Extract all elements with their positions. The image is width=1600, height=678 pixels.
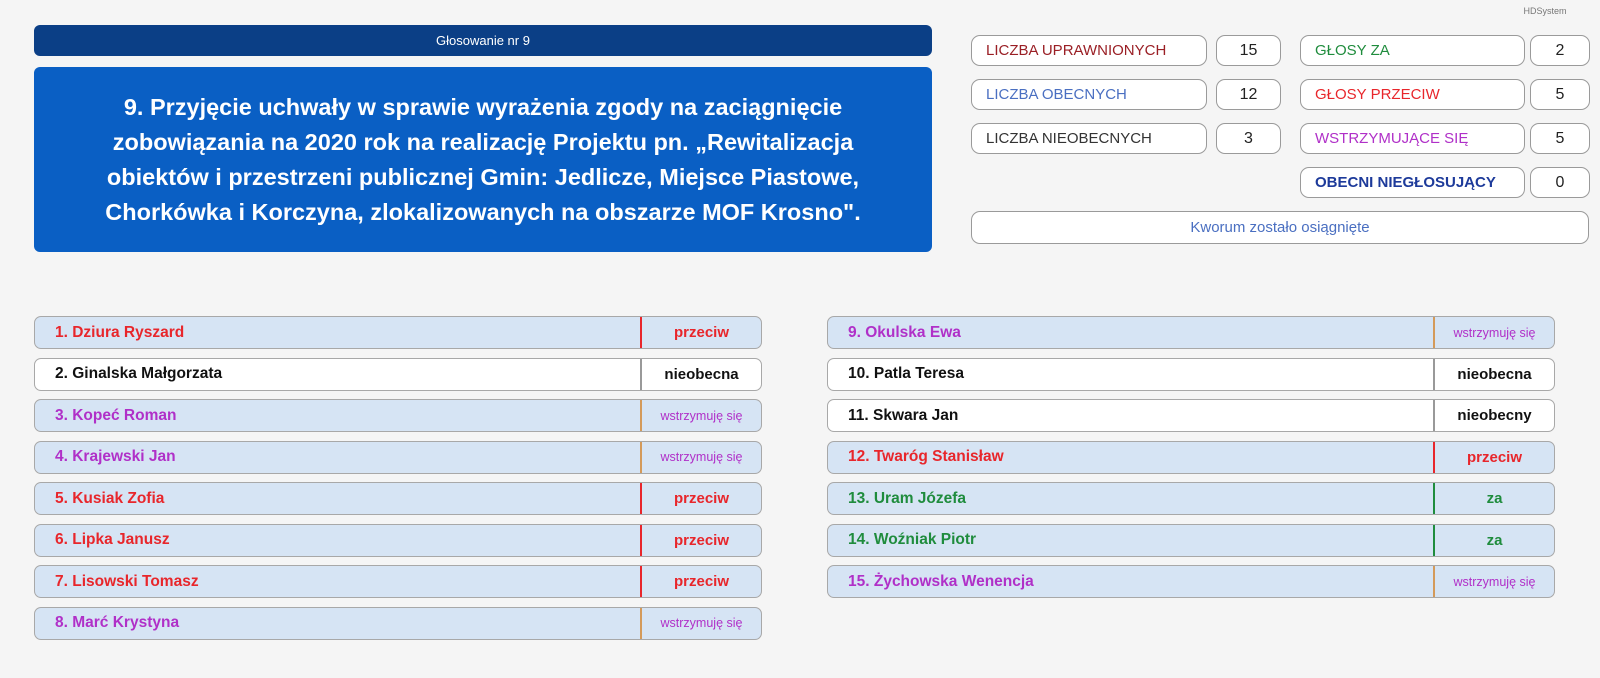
stat-value-obecnych: 12 <box>1216 79 1281 110</box>
member-row <box>827 524 1555 557</box>
member-name: 7. Lisowski Tomasz <box>55 572 199 590</box>
member-vote: przeciw <box>640 566 761 597</box>
member-row <box>34 482 762 515</box>
member-vote: za <box>1433 483 1554 514</box>
member-row <box>827 482 1555 515</box>
member-name: 10. Patla Teresa <box>848 365 965 382</box>
member-name: 8. Marć Krystyna <box>55 614 180 631</box>
member-name: 2. Ginalska Małgorzata <box>55 365 223 382</box>
stat-value-za: 2 <box>1530 35 1590 66</box>
stat-label-niegłosujacy: OBECNI NIEGŁOSUJĄCY <box>1300 167 1525 198</box>
members-list-left <box>34 316 762 648</box>
member-vote: wstrzymuję się <box>640 400 761 431</box>
stat-label-obecnych: LICZBA OBECNYCH <box>971 79 1207 110</box>
member-vote: nieobecny <box>1433 400 1554 431</box>
member-vote: wstrzymuję się <box>1433 566 1554 597</box>
stat-value-przeciw: 5 <box>1530 79 1590 110</box>
stat-label-wstrzymujace: WSTRZYMUJĄCE SIĘ <box>1300 123 1525 154</box>
resolution-topic: 9. Przyjęcie uchwały w sprawie wyrażenia zgody na zaciągnięcie zobowiązania na 2020 rok na realizację Projektu pn. „Rewitalizacja obiektów i przestrzeni publicznej Gmin: Jedlicze, Miejsce Piastowe, Chorkówka i Korczyna, zlokalizowanych na obszarze MOF Krosno". <box>34 67 932 252</box>
member-name: 11. Skwara Jan <box>848 406 959 424</box>
stat-label-uprawnionych: LICZBA UPRAWNIONYCH <box>971 35 1207 66</box>
member-row <box>827 316 1555 349</box>
stat-value-uprawnionych: 15 <box>1216 35 1281 66</box>
stat-value-wstrzymujace: 5 <box>1530 123 1590 154</box>
member-vote: przeciw <box>640 483 761 514</box>
stat-label-za: GŁOSY ZA <box>1300 35 1525 66</box>
stat-label-przeciw: GŁOSY PRZECIW <box>1300 79 1525 110</box>
member-row <box>34 524 762 557</box>
member-vote: wstrzymuję się <box>1433 317 1554 348</box>
member-row <box>827 399 1555 432</box>
member-row <box>827 441 1555 474</box>
member-name: 6. Lipka Janusz <box>55 531 170 548</box>
member-row <box>827 565 1555 598</box>
member-vote: nieobecna <box>1433 359 1554 390</box>
member-row <box>34 399 762 432</box>
member-name: 12. Twaróg Stanisław <box>848 448 1004 465</box>
member-vote: wstrzymuję się <box>640 442 761 473</box>
member-row <box>34 358 762 391</box>
member-row <box>827 358 1555 391</box>
member-row <box>34 607 762 640</box>
hdsystem-logo-text: HDSystem <box>1523 6 1567 16</box>
member-name: 14. Woźniak Piotr <box>848 531 977 548</box>
member-name: 4. Krajewski Jan <box>55 448 176 465</box>
member-name: 5. Kusiak Zofia <box>55 489 165 507</box>
member-name: 3. Kopeć Roman <box>55 406 177 424</box>
member-vote: przeciw <box>640 317 761 348</box>
members-list-right <box>827 316 1555 607</box>
member-vote: przeciw <box>640 525 761 556</box>
member-vote: wstrzymuję się <box>640 608 761 639</box>
member-name: 15. Żychowska Wenencja <box>848 572 1034 590</box>
stat-value-niegłosujacy: 0 <box>1530 167 1590 198</box>
member-name: 9. Okulska Ewa <box>848 323 961 341</box>
member-name: 1. Dziura Ryszard <box>55 323 185 341</box>
voting-title-bar: Głosowanie nr 9 <box>34 25 932 56</box>
stat-value-nieobecnych: 3 <box>1216 123 1281 154</box>
member-vote: przeciw <box>1433 442 1554 473</box>
member-row <box>34 316 762 349</box>
member-name: 13. Uram Józefa <box>848 489 967 507</box>
quorum-status: Kworum zostało osiągnięte <box>971 211 1589 244</box>
member-vote: za <box>1433 525 1554 556</box>
member-row <box>34 565 762 598</box>
member-vote: nieobecna <box>640 359 761 390</box>
stat-label-nieobecnych: LICZBA NIEOBECNYCH <box>971 123 1207 154</box>
member-row <box>34 441 762 474</box>
